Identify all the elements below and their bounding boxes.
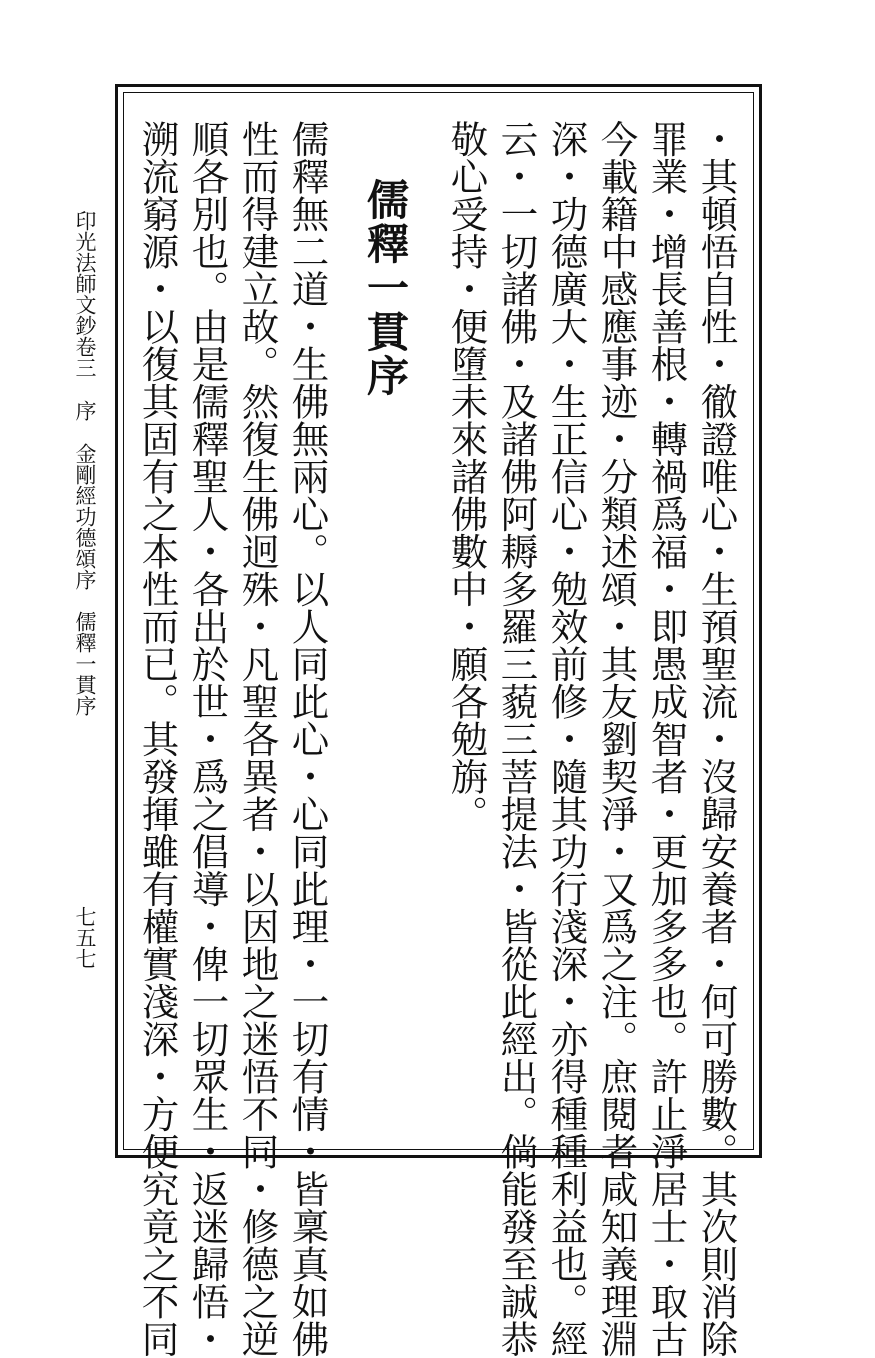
page-number: 七五七 xyxy=(73,906,97,969)
section-column-4: 溯流窮源・以復其固有之本性而已。其發揮雖有權實淺深・方便究竟之不同 xyxy=(135,120,180,1358)
section-column-1: 儒釋無二道・生佛無兩心。以人同此心・心同此理・一切有情・皆稟真如佛 xyxy=(285,120,330,1358)
running-header-section: 序 xyxy=(73,400,97,421)
running-header-title: 印光法師文鈔卷三 xyxy=(73,210,97,378)
text-column-2: 罪業・增長善根・轉禍爲福・即愚成智者・更加多多也。許止淨居士・取古 xyxy=(644,120,689,1358)
text-column-4: 深・功德廣大・生正信心・勉效前修・隨其功行淺深・亦得種種利益也。經 xyxy=(544,120,589,1358)
text-column-6: 敬心受持・便墮未來諸佛數中・願各勉旃。 xyxy=(444,120,489,833)
running-header xyxy=(74,210,95,716)
text-column-3: 今載籍中感應事迹・分類述頌・其友劉契淨・又爲之注。庶閱者咸知義理淵 xyxy=(594,120,639,1358)
text-column-1: ・其頓悟自性・徹證唯心・生預聖流・沒歸安養者・何可勝數。其次則消除 xyxy=(694,120,739,1358)
section-title: 儒釋一貫序 xyxy=(361,178,410,398)
section-column-3: 順各別也。由是儒釋聖人・各出於世・爲之倡導・俾一切眾生・返迷歸悟・ xyxy=(185,120,230,1358)
running-header-articles: 金剛經功德頌序 儒釋一貫序 xyxy=(73,443,97,716)
text-column-5: 云・一切諸佛・及諸佛阿耨多羅三藐三菩提法・皆從此經出。倘能發至誠恭 xyxy=(494,120,539,1358)
section-column-2: 性而得建立故。然復生佛迥殊・凡聖各異者・以因地之迷悟不同・修德之逆 xyxy=(235,120,280,1358)
